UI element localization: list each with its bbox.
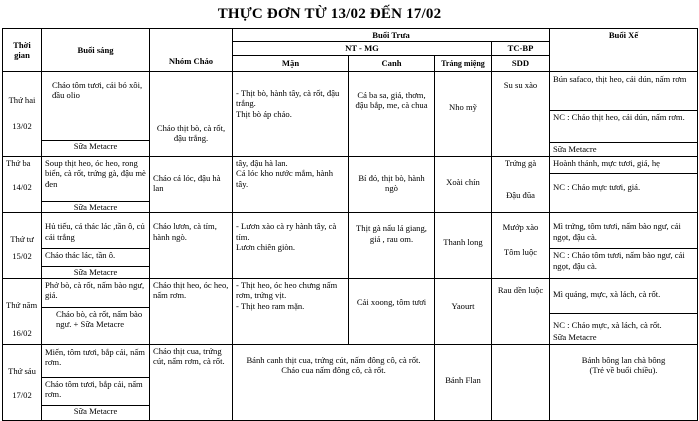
day-name: Thứ hai (8, 94, 36, 105)
day-date: 16/02 (12, 328, 32, 339)
header-buoi-trua: Buổi Trưa (233, 29, 550, 42)
sdd-item: Tôm luộc (503, 246, 538, 257)
breakfast-milk: Sữa Metacre (42, 405, 149, 416)
afternoon-nc: NC : Cháo mực tươi, giá. (550, 173, 697, 192)
day-date: 17/02 (12, 390, 32, 401)
header-thoi-gian: Thời gian (3, 29, 42, 72)
afternoon-milk: Sữa Metacre (550, 142, 697, 154)
breakfast-dish: Cháo tôm tươi, cải bó xôi, đầu olio (52, 79, 143, 101)
dessert-cell: Xoài chín (435, 156, 492, 212)
day-cell (3, 71, 42, 156)
table-row (3, 71, 698, 156)
afternoon-milk: Sữa Metacre (553, 331, 597, 342)
breakfast-cell (42, 213, 150, 278)
sdd-cell: Su su xào (492, 71, 550, 156)
dessert-cell: Thanh long (435, 213, 492, 278)
header-nt-mg: NT - MG (233, 42, 492, 55)
breakfast-nc: Cháo thác lác, tần ô. (42, 248, 149, 266)
sdd-cell (492, 344, 550, 420)
sdd-cell: Rau dền luộc (492, 278, 550, 344)
header-buoi-sang: Buổi sáng (42, 29, 150, 72)
header-canh: Canh (349, 55, 435, 71)
afternoon-nc: NC : Cháo thịt heo, cải dún, nấm rơm. (550, 110, 697, 142)
table-row (3, 344, 698, 420)
day-cell (3, 156, 42, 212)
breakfast-cell (42, 156, 150, 212)
breakfast-dish: Hủ tiếu, cá thác lác ,tần ô, củ cải trắng (45, 221, 145, 242)
porridge-cell: Cháo thịt cua, trứng cút, nấm rơm, cà rốt. (150, 344, 233, 420)
afternoon-dish: Bún safaco, thịt heo, cải dún, nấm rơm (553, 73, 687, 84)
breakfast-cell (42, 71, 150, 156)
menu-table (2, 28, 698, 421)
sdd-item: Mướp xào (502, 222, 539, 233)
breakfast-cell (42, 344, 150, 420)
afternoon-dish: Hoành thánh, mực tươi, giá, hẹ (553, 157, 660, 168)
breakfast-milk: Sữa Metacre (42, 266, 149, 277)
afternoon-cell (550, 278, 698, 344)
sdd-cell (492, 213, 550, 278)
header-trang-mieng: Tráng miệng (435, 55, 492, 71)
dessert-cell: Nho mỹ (435, 71, 492, 156)
day-date: 15/02 (12, 250, 32, 261)
breakfast-nc: Cháo bò, cà rốt, nấm bào ngư. + Sữa Metacre (42, 307, 149, 330)
breakfast-dish: Phở bò, cà rốt, nấm bào ngư, giá. (45, 279, 145, 301)
day-cell (3, 213, 42, 278)
day-cell (3, 344, 42, 420)
dessert-cell: Yaourt (435, 278, 492, 344)
afternoon-cell: Bánh bông lan chà bông (Trẻ về buổi chiều). (550, 344, 698, 420)
porridge-cell: Cháo lươn, cà tím, hành ngò. (150, 213, 233, 278)
header-tc-bp: TC-BP (492, 42, 550, 55)
page-title: THỰC ĐƠN TỪ 13/02 ĐẾN 17/02 (217, 6, 442, 22)
dessert-cell: Bánh Flan (435, 344, 492, 420)
header-sdd: SDD (492, 55, 550, 71)
table-row (3, 156, 698, 212)
afternoon-nc: NC : Cháo mực, xà lách, cà rốt. (550, 313, 697, 332)
sdd-cell (492, 156, 550, 212)
main-dish-cell: - Thịt heo, óc heo chưng nấm rơm, trứng vịt. - Thịt heo ram mặn. (233, 278, 349, 344)
day-name: Thứ tư (10, 234, 34, 245)
breakfast-cell (42, 278, 150, 344)
breakfast-dish: Miến, tôm tươi, bắp cải, nấm rơm. (45, 346, 145, 368)
breakfast-dish: Soup thịt heo, óc heo, rong biển, cà rốt, trứng gà, đậu mè đen (45, 157, 146, 189)
day-name: Thứ sáu (8, 365, 36, 376)
day-date: 14/02 (12, 182, 32, 193)
afternoon-cell (550, 71, 698, 156)
soup-cell: Thịt gà nấu lá giang, giá , rau om. (349, 213, 435, 278)
header-buoi-xe: Buổi Xế (550, 29, 698, 72)
porridge-cell: Cháo thịt bò, cà rốt, đậu trắng. (150, 71, 233, 156)
afternoon-dish: Mì trứng, tôm tươi, nấm bào ngư, cải ngọt, đậu cà. (553, 221, 681, 242)
header-nhom-chao: Nhóm Cháo (150, 29, 233, 72)
day-name: Thứ ba (6, 157, 31, 168)
main-dish-cell: - Lươn xào cà ry hành tây, cà tím. Lươn chiên giòn. (233, 213, 349, 278)
soup-cell: Cải xoong, tôm tươi (349, 278, 435, 344)
breakfast-milk: Sữa Metacre (42, 201, 149, 212)
sdd-item: Đậu đũa (506, 190, 535, 201)
header-man: Mặn (233, 55, 349, 71)
day-name: Thứ năm (6, 299, 38, 310)
lunch-merged-cell: Bánh canh thịt cua, trứng cút, nấm đông cô, cà rốt. Cháo cua nấm đông cô, cà rốt. (233, 344, 435, 420)
sdd-item: Trứng gà (504, 157, 537, 168)
day-cell (3, 278, 42, 344)
afternoon-nc: NC : Cháo tôm tươi, nấm bào ngư, cải ngọt, đậu cà. (550, 248, 697, 271)
afternoon-cell (550, 156, 698, 212)
soup-cell: Bí đỏ, thịt bò, hành ngò (349, 156, 435, 212)
breakfast-nc: Cháo tôm tươi, bắp cải, nấm rơm. (42, 377, 149, 405)
breakfast-milk: Sữa Metacre (42, 140, 149, 151)
porridge-cell: Cháo thịt heo, óc heo, nấm rơm. (150, 278, 233, 344)
main-dish-cell: tây, đậu hà lan. Cá lóc kho nước mắm, hành tây. (233, 156, 349, 212)
table-row (3, 278, 698, 344)
table-row (3, 213, 698, 278)
afternoon-cell (550, 213, 698, 278)
main-dish-cell: - Thịt bò, hành tây, cà rốt, đậu trắng. Thịt bò áp chảo. (233, 71, 349, 156)
porridge-cell: Cháo cá lóc, đậu hà lan (150, 156, 233, 212)
soup-cell: Cá ba sa, giá, thơm, đậu bắp, me, cà chua (349, 71, 435, 156)
afternoon-dish: Mì quảng, mực, xà lách, cà rốt. (553, 288, 661, 299)
day-date: 13/02 (12, 121, 32, 132)
